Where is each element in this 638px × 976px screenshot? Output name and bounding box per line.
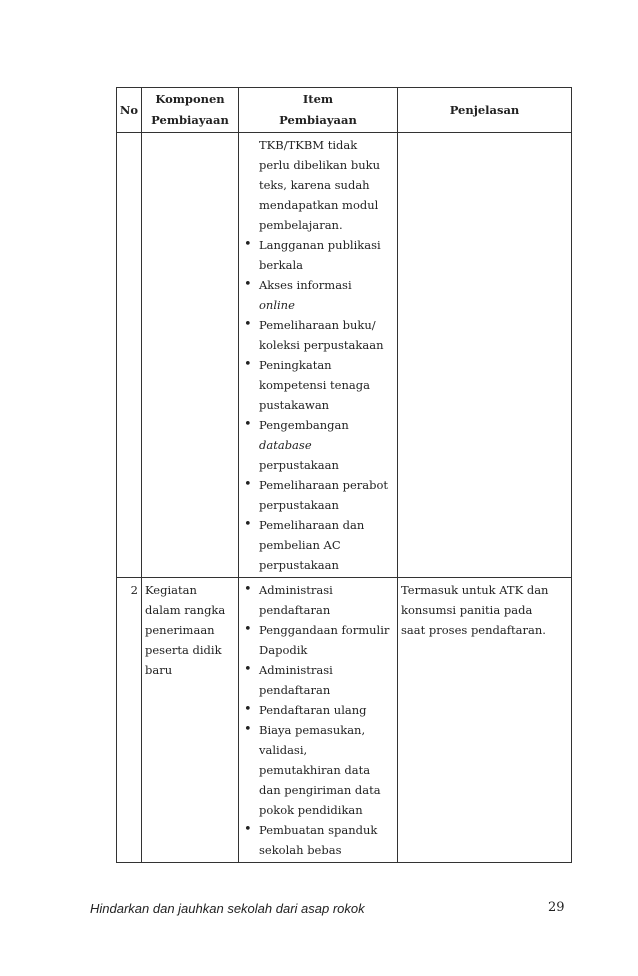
item-line: online (259, 298, 295, 312)
item-line: • Penggandaan formulir (259, 623, 390, 637)
komponen-line: peserta didik (145, 643, 222, 657)
header-komponen: Komponen Pembiayaan (142, 88, 239, 133)
komponen-line: dalam rangka (145, 603, 226, 617)
komponen-line: baru (145, 663, 173, 677)
financing-table (116, 87, 572, 863)
item-line: database (259, 438, 312, 452)
cell-item (239, 578, 398, 863)
item-line: perlu dibelikan buku (259, 158, 380, 172)
cell-item (239, 133, 398, 578)
item-line: pendaftaran (259, 603, 331, 617)
komponen-line: Kegiatan (145, 583, 197, 597)
item-line: sekolah bebas (259, 843, 342, 857)
header-item: Item Pembiayaan (239, 88, 398, 133)
list-item (242, 620, 394, 660)
item-line: • Langganan publikasi (259, 238, 381, 252)
item-line: TKB/TKBM tidak (259, 138, 358, 152)
item-line: • Pemeliharaan dan (259, 518, 365, 532)
table-row (117, 578, 572, 863)
item-list (242, 135, 394, 575)
cell-penjelasan (398, 133, 572, 578)
cell-no (117, 133, 142, 578)
item-line: • Pendaftaran ulang (259, 703, 367, 717)
item-line: dan pengiriman data (259, 783, 381, 797)
item-line: • Pembuatan spanduk (259, 823, 378, 837)
cell-komponen (142, 578, 239, 863)
item-line: mendapatkan modul (259, 198, 379, 212)
list-item (242, 275, 394, 315)
item-line: • Pengembangan (259, 418, 349, 432)
item-line: pendaftaran (259, 683, 331, 697)
table-header-row (117, 88, 572, 133)
list-item (242, 720, 394, 820)
item-line: • Pemeliharaan perabot (259, 478, 389, 492)
item-line: validasi, (259, 743, 308, 757)
item-line: pokok pendidikan (259, 803, 363, 817)
komponen-line: penerimaan (145, 623, 215, 637)
item-line: Dapodik (259, 643, 308, 657)
item-line: koleksi perpustakaan (259, 338, 384, 352)
item-line: pemutakhiran data (259, 763, 371, 777)
penjelasan-line: Termasuk untuk ATK dan (401, 583, 549, 597)
list-item (242, 415, 394, 475)
item-line: perpustakaan (259, 498, 339, 512)
list-item (242, 515, 394, 575)
item-line: pembelian AC (259, 538, 341, 552)
list-item (242, 315, 394, 355)
table-row (117, 133, 572, 578)
item-line: • Administrasi (259, 583, 333, 597)
list-item (242, 700, 394, 720)
item-line: perpustakaan (259, 458, 339, 472)
cell-no: 2 (117, 578, 142, 863)
item-line: • Peningkatan (259, 358, 332, 372)
item-line: • Akses informasi (259, 278, 352, 292)
cell-komponen (142, 133, 239, 578)
item-line: pembelajaran. (259, 218, 343, 232)
penjelasan-line: saat proses pendaftaran. (401, 623, 546, 637)
item-line: perpustakaan (259, 558, 339, 572)
item-line: teks, karena sudah (259, 178, 370, 192)
penjelasan-line: konsumsi panitia pada (401, 603, 533, 617)
footer-title: Hindarkan dan jauhkan sekolah dari asap rokok (90, 901, 365, 916)
item-line: • Administrasi (259, 663, 333, 677)
page-number: 29 (548, 900, 565, 915)
list-item (242, 235, 394, 275)
list-item (242, 475, 394, 515)
item-line: berkala (259, 258, 304, 272)
item-line: • Biaya pemasukan, (259, 723, 366, 737)
header-no: No (117, 88, 142, 133)
list-item (242, 580, 394, 620)
list-item (242, 820, 394, 860)
item-line: kompetensi tenaga (259, 378, 370, 392)
list-item (242, 660, 394, 700)
list-item (242, 135, 394, 235)
item-line: pustakawan (259, 398, 330, 412)
item-line: • Pemeliharaan buku/ (259, 318, 376, 332)
item-list (242, 580, 394, 860)
header-penjelasan: Penjelasan (398, 88, 572, 133)
cell-penjelasan (398, 578, 572, 863)
list-item (242, 355, 394, 415)
